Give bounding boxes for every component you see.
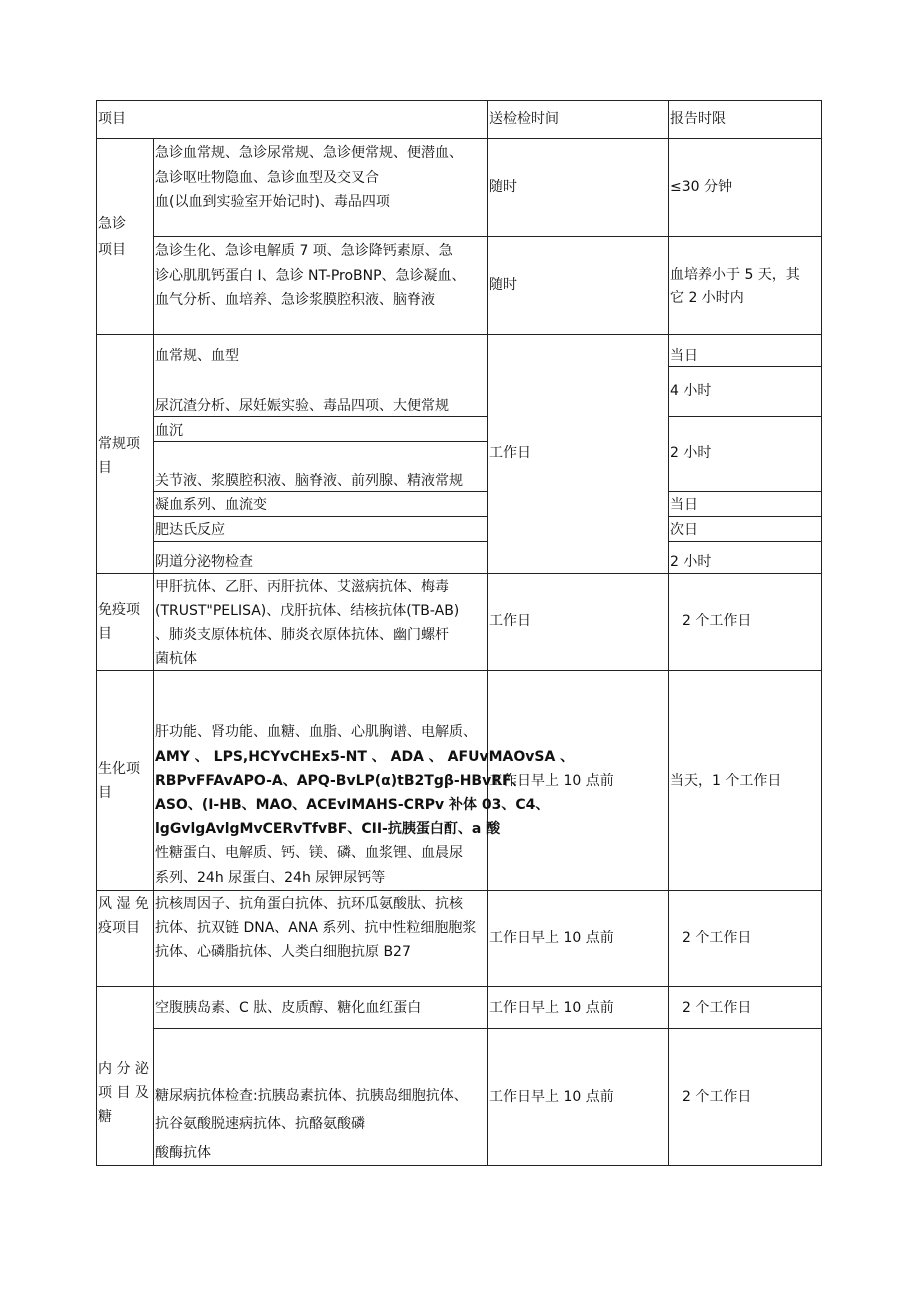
category-label: 内 分 泌 xyxy=(98,1061,149,1077)
test-items: lgGvlgAvlgMvCERvTfvBF、CII-抗胰蛋白酊、a 酸 xyxy=(155,821,501,837)
category-label: 糖 xyxy=(98,1109,112,1125)
header-report-limit: 报告时限 xyxy=(670,111,726,127)
test-items: 抗体、抗双链 DNA、ANA 系列、抗中性粒细胞胞浆 xyxy=(155,920,477,936)
test-items: 血(以血到实验室开始记时)、毒品四项 xyxy=(155,194,390,210)
category-label: 急诊 xyxy=(98,216,126,232)
test-items: 抗体、心磷脂抗体、人类白细胞抗原 B27 xyxy=(155,944,411,960)
test-items: 凝血系列、血流变 xyxy=(155,497,267,513)
report-limit: 2 个工作日 xyxy=(682,930,752,946)
report-limit: 血培养小于 5 天，其 xyxy=(670,267,800,283)
send-time: 工作日早上 10 点前 xyxy=(489,773,614,789)
send-time: 工作日 xyxy=(489,445,531,461)
test-items: 血气分析、血培养、急诊浆膜腔积液、脑脊液 xyxy=(155,292,435,308)
send-time: 随时 xyxy=(489,277,517,293)
category-label: 常规项 xyxy=(98,436,140,452)
test-items: 酸酶抗体 xyxy=(155,1145,211,1161)
report-limit: 它 2 小时内 xyxy=(670,290,744,306)
report-limit: 2 个工作日 xyxy=(682,1000,752,1016)
test-items: 糖尿病抗体检查:抗胰岛素抗体、抗胰岛细胞抗体、 xyxy=(155,1088,468,1104)
report-limit: 当日 xyxy=(670,497,698,513)
header-send-time: 送检检时间 xyxy=(489,111,559,127)
test-items: 阴道分泌物检查 xyxy=(155,554,253,570)
category-label: 免疫项 xyxy=(98,602,140,618)
category-label: 疫项目 xyxy=(98,920,140,936)
category-label: 目 xyxy=(98,785,112,801)
send-time: 工作日早上 10 点前 xyxy=(489,930,614,946)
test-items: AMY 、 LPS,HCYvCHEx5-NT 、 ADA 、 AFUvMAOvSA 、 xyxy=(155,749,575,765)
report-limit: ≤30 分钟 xyxy=(670,179,732,195)
test-items: 肥达氏反应 xyxy=(155,522,225,538)
send-time: 随时 xyxy=(489,179,517,195)
test-items: 空腹胰岛素、C 肽、皮质醇、糖化血红蛋白 xyxy=(155,1000,422,1016)
inspection-time-table xyxy=(96,100,822,1166)
test-items: 尿沉渣分析、尿妊娠实验、毒品四项、大便常规 xyxy=(155,398,449,414)
test-items: RBPvFFAvAPO-A、APQ-BvLP(α)tB2Tgβ-HBvRF、 xyxy=(155,773,526,789)
test-items: 诊心肌肌钙蛋白 I、急诊 NT-ProBNP、急诊凝血、 xyxy=(155,268,466,284)
category-label: 生化项 xyxy=(98,761,140,777)
header-item: 项目 xyxy=(98,111,126,127)
send-time: 工作日早上 10 点前 xyxy=(489,1089,614,1105)
report-limit: 2 小时 xyxy=(670,554,712,570)
test-items: 、肺炎支原体杭体、肺炎衣原体抗体、幽门螺杆 xyxy=(155,627,449,643)
test-items: ASO、(I-HB、MAO、ACEvIMAHS-CRPv 补体 03、C4、 xyxy=(155,797,550,813)
test-items: 肝功能、肾功能、血糖、血脂、心肌胸谱、电解质、 xyxy=(155,724,477,740)
test-items: 急诊呕吐物隐血、急诊血型及交叉合 xyxy=(155,170,379,186)
report-limit: 次日 xyxy=(670,522,698,538)
report-limit: 当天，1 个工作日 xyxy=(670,773,782,789)
test-items: 性糖蛋白、电解质、钙、镁、磷、血浆锂、血晨尿 xyxy=(155,845,463,861)
test-items: 血沉 xyxy=(155,423,183,439)
test-items: (TRUST"PELISA)、戊肝抗体、结核抗体(TB-AB) xyxy=(155,603,460,619)
test-items: 甲肝抗体、乙肝、丙肝抗体、艾滋病抗体、梅毒 xyxy=(155,579,449,595)
category-label: 项目 xyxy=(98,242,126,258)
category-label: 目 xyxy=(98,626,112,642)
send-time: 工作日 xyxy=(489,613,531,629)
test-items: 血常规、血型 xyxy=(155,348,239,364)
report-limit: 2 小时 xyxy=(670,445,712,461)
test-items: 菌杭体 xyxy=(155,651,197,667)
send-time: 工作日早上 10 点前 xyxy=(489,1000,614,1016)
test-items: 抗谷氨酸脱速病抗体、抗酪氨酸磷 xyxy=(155,1116,365,1132)
test-items: 关节液、浆膜腔积液、脑脊液、前列腺、精液常规 xyxy=(155,473,463,489)
report-limit: 4 小时 xyxy=(670,383,712,399)
test-items: 抗核周因子、抗角蛋白抗体、抗环瓜氨酸肽、抗核 xyxy=(155,896,463,912)
category-label: 项 目 及 xyxy=(98,1085,149,1101)
report-limit: 2 个工作日 xyxy=(682,613,752,629)
category-label: 风 湿 免 xyxy=(98,896,149,912)
category-label: 目 xyxy=(98,460,112,476)
test-items: 急诊生化、急诊电解质 7 项、急诊降钙素原、急 xyxy=(155,243,453,259)
report-limit: 2 个工作日 xyxy=(682,1089,752,1105)
test-items: 急诊血常规、急诊尿常规、急诊便常规、便潜血、 xyxy=(155,145,463,161)
report-limit: 当日 xyxy=(670,348,698,364)
test-items: 系列、24h 尿蛋白、24h 尿钾尿钙等 xyxy=(155,870,386,886)
